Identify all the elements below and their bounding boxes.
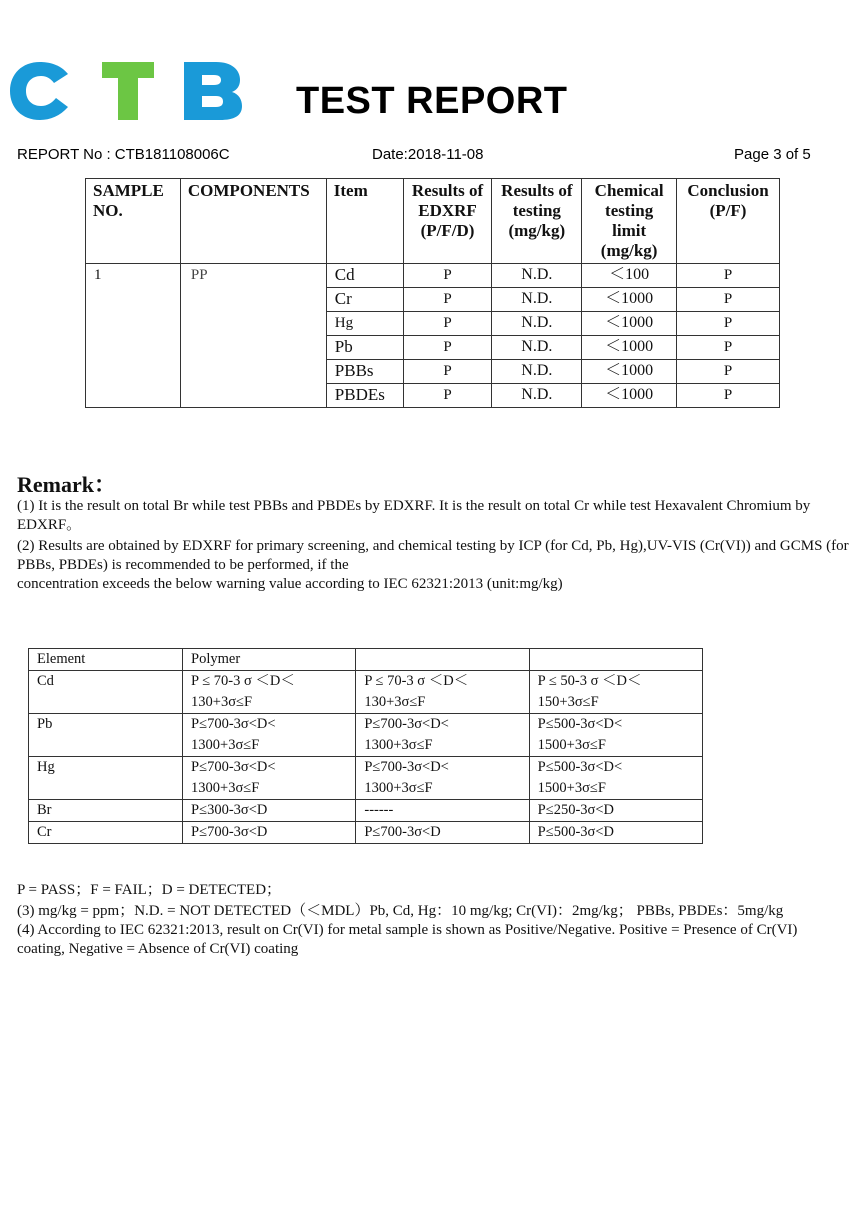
conclusion-cell: P [677,360,780,384]
limit-cell: P≤250-3σ<D [529,800,702,822]
limit-cell: P≤700-3σ<D< 1300+3σ≤F [356,757,529,800]
testing-cell: N.D. [492,360,582,384]
report-number: REPORT No : CTB181108006C [17,146,230,163]
component: PP [180,264,326,408]
conclusion-cell: P [677,384,780,408]
table-row [29,822,703,844]
limit-cell: P≤700-3σ<D [183,822,356,844]
limit-cell: P≤700-3σ<D< 1300+3σ≤F [356,714,529,757]
header-components: COMPONENTS [180,179,326,264]
report-date: Date:2018-11-08 [372,146,484,163]
header-blank [356,649,529,671]
item-cell: Cd [326,264,403,288]
limit-cell: P ≤ 70-3 σ ＜D＜ 130+3σ≤F [356,671,529,714]
note-4: (4) According to IEC 62321:2013, result on Cr(VI) for metal sample is shown as Positive/Negative. Positive = Presence of Cr(VI) coating, Negative = Absence of Cr(VI) coating [17,922,798,957]
header-testing: Results of testing (mg/kg) [492,179,582,264]
element-cell: Cr [29,822,183,844]
element-cell: Hg [29,757,183,800]
logo-letter-c [10,62,68,120]
limit-cell: ＜1000 [582,312,677,336]
limit-cell: ＜100 [582,264,677,288]
remark-title: Remark： [17,472,116,497]
header-polymer: Polymer [183,649,356,671]
table-row [29,757,703,800]
limit-cell: ＜1000 [582,384,677,408]
table-row [86,264,780,288]
item-cell: Cr [326,288,403,312]
table-row [29,714,703,757]
element-cell: Cd [29,671,183,714]
limit-cell: P≤700-3σ<D< 1300+3σ≤F [183,757,356,800]
header-sample-no: SAMPLE NO. [86,179,181,264]
ctb-logo [8,58,244,124]
results-header-row [86,179,780,264]
element-cell: Pb [29,714,183,757]
limit-cell: P ≤ 70-3 σ ＜D＜ 130+3σ≤F [183,671,356,714]
item-cell: PBDEs [326,384,403,408]
sample-no: 1 [86,264,181,408]
edxrf-cell: P [403,288,492,312]
header-limit: Chemical testing limit (mg/kg) [582,179,677,264]
element-cell: Br [29,800,183,822]
limit-cell: ＜1000 [582,360,677,384]
testing-cell: N.D. [492,384,582,408]
testing-cell: N.D. [492,312,582,336]
limit-cell: ＜1000 [582,336,677,360]
results-table [85,178,780,408]
item-cell: Hg [326,312,403,336]
limits-table [28,648,703,844]
table-row [29,671,703,714]
report-title: TEST REPORT [296,80,568,122]
note-3: (3) mg/kg = ppm；N.D. = NOT DETECTED（＜MDL）Pb, Cd, Hg：10 mg/kg; Cr(VI)：2mg/kg； PBBs, PBDEs：5mg/kg [17,903,784,919]
page-number: Page 3 of 5 [734,146,811,163]
limit-cell: P≤700-3σ<D [356,822,529,844]
remark-line-1: (1) It is the result on total Br while test PBBs and PBDEs by EDXRF. It is the result on total Cr while test Hexavalent Chromium by EDXRF。 [17,498,811,533]
limit-cell: P≤500-3σ<D< 1500+3σ≤F [529,714,702,757]
legend-note: P = PASS；F = FAIL；D = DETECTED； [17,882,282,898]
limit-cell: P≤500-3σ<D< 1500+3σ≤F [529,757,702,800]
testing-cell: N.D. [492,336,582,360]
header-element: Element [29,649,183,671]
limit-cell: P≤300-3σ<D [183,800,356,822]
testing-cell: N.D. [492,288,582,312]
header-item: Item [326,179,403,264]
header-blank [529,649,702,671]
edxrf-cell: P [403,336,492,360]
header-conclusion: Conclusion (P/F) [677,179,780,264]
conclusion-cell: P [677,288,780,312]
logo-letter-t [102,62,154,120]
table-row [29,800,703,822]
remark-line-2: (2) Results are obtained by EDXRF for primary screening, and chemical testing by ICP (for Cd, Pb, Hg),UV-VIS (Cr(VI)) and GCMS (for PBBs, PBDEs) is recommended to be performed, if the [17,538,849,573]
limit-cell: ------ [356,800,529,822]
logo-letter-b [184,62,242,120]
limit-cell: ＜1000 [582,288,677,312]
conclusion-cell: P [677,312,780,336]
item-cell: PBBs [326,360,403,384]
limit-cell: P≤700-3σ<D< 1300+3σ≤F [183,714,356,757]
edxrf-cell: P [403,312,492,336]
header-edxrf: Results of EDXRF (P/F/D) [403,179,492,264]
limit-cell: P ≤ 50-3 σ ＜D＜ 150+3σ≤F [529,671,702,714]
edxrf-cell: P [403,360,492,384]
conclusion-cell: P [677,336,780,360]
edxrf-cell: P [403,264,492,288]
conclusion-cell: P [677,264,780,288]
remark-line-3: concentration exceeds the below warning value according to IEC 62321:2013 (unit:mg/kg) [17,576,563,592]
limits-header-row [29,649,703,671]
item-cell: Pb [326,336,403,360]
edxrf-cell: P [403,384,492,408]
testing-cell: N.D. [492,264,582,288]
limit-cell: P≤500-3σ<D [529,822,702,844]
